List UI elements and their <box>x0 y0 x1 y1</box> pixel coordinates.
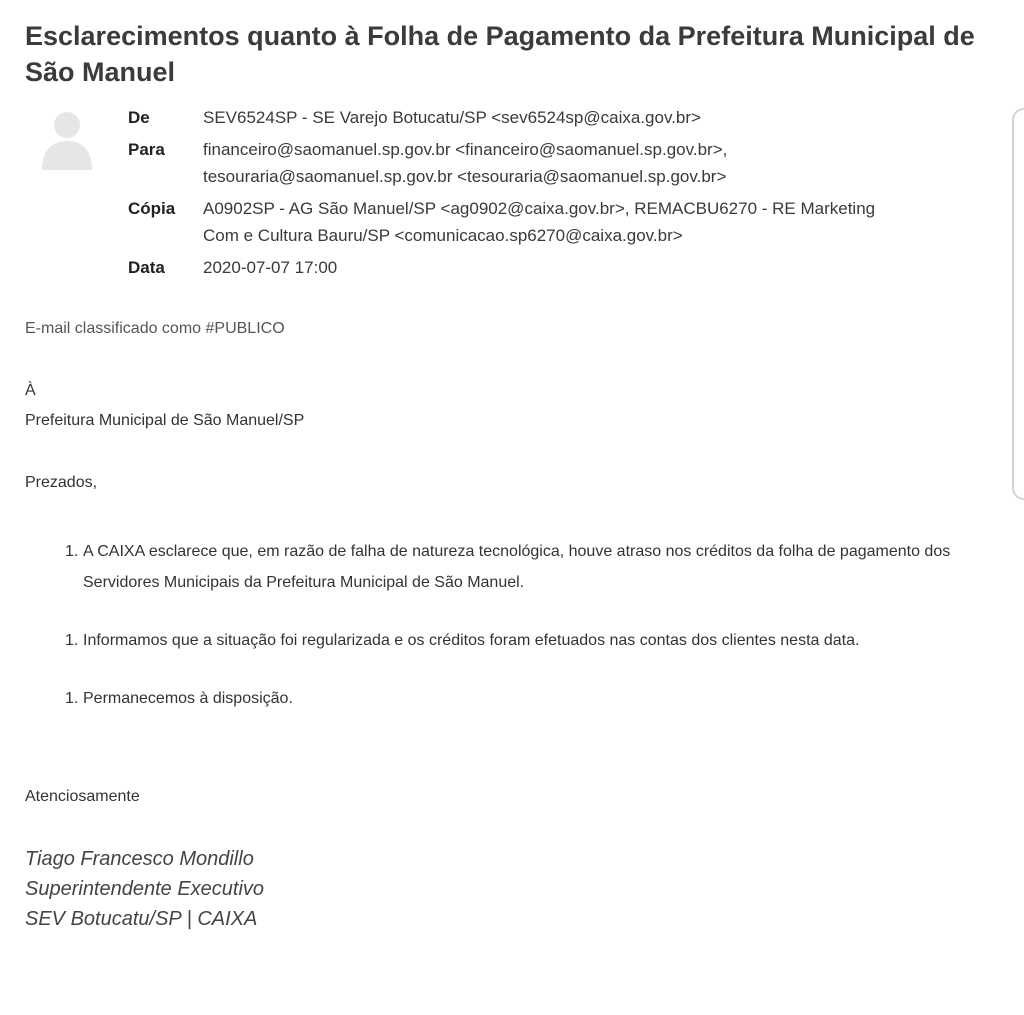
email-body <box>25 380 1020 934</box>
greeting: Prezados, <box>25 474 98 491</box>
to-value <box>203 136 1008 190</box>
date-label: Data <box>128 258 165 277</box>
closing: Atenciosamente <box>25 788 140 805</box>
cc-address-line-2[interactable]: Com e Cultura Bauru/SP <comunicacao.sp6270@caixa.gov.br> <box>203 226 683 245</box>
from-address[interactable]: SEV6524SP - SE Varejo Botucatu/SP <sev6524sp@caixa.gov.br> <box>203 108 701 127</box>
email-subject: Esclarecimentos quanto à Folha de Pagamento da Prefeitura Municipal de São Manuel <box>25 21 975 87</box>
signature-name: Tiago Francesco Mondillo <box>25 848 254 870</box>
classification-notice: E-mail classificado como #PUBLICO <box>25 320 285 337</box>
signature-unit: SEV Botucatu/SP | CAIXA <box>25 908 258 930</box>
cc-address-line-1[interactable]: A0902SP - AG São Manuel/SP <ag0902@caixa.gov.br>, REMACBU6270 - RE Marketing <box>203 199 876 218</box>
list-item-number: 1. <box>65 632 79 649</box>
to-address-1[interactable]: financeiro@saomanuel.sp.gov.br <financeiro@saomanuel.sp.gov.br>, <box>203 140 728 159</box>
user-avatar-icon <box>40 108 94 170</box>
recipient-line-2: Prefeitura Municipal de São Manuel/SP <box>25 412 305 429</box>
to-label: Para <box>128 140 165 159</box>
recipient-line-1: À <box>25 382 36 399</box>
from-label: De <box>128 108 150 127</box>
list-item-text: Permanecemos à disposição. <box>83 690 293 707</box>
from-value[interactable] <box>203 104 1008 131</box>
to-address-2[interactable]: tesouraria@saomanuel.sp.gov.br <tesouraria@saomanuel.sp.gov.br> <box>203 167 727 186</box>
signature-title: Superintendente Executivo <box>25 878 265 900</box>
list-item-number: 1. <box>65 690 79 707</box>
list-item <box>25 536 1020 598</box>
date-value: 2020-07-07 17:00 <box>203 258 338 277</box>
list-item-text: Informamos que a situação foi regularizada e os créditos foram efetuados nas contas dos clientes nesta data. <box>83 632 860 649</box>
signature <box>25 844 1020 934</box>
cc-value <box>203 195 1008 249</box>
list-item-text: A CAIXA esclarece que, em razão de falha de natureza tecnológica, houve atraso nos créditos da folha de pagamento dos Servidores Municipais da Prefeitura Municipal de São Manuel. <box>83 543 951 591</box>
date-row <box>128 254 1008 281</box>
cc-label: Cópia <box>128 199 176 218</box>
list-item <box>25 683 1020 714</box>
list-item-number: 1. <box>65 543 79 560</box>
cc-row <box>128 195 1008 249</box>
list-item <box>25 625 1020 656</box>
from-row <box>128 104 1008 131</box>
to-row <box>128 136 1008 190</box>
email-headers <box>128 104 1008 286</box>
